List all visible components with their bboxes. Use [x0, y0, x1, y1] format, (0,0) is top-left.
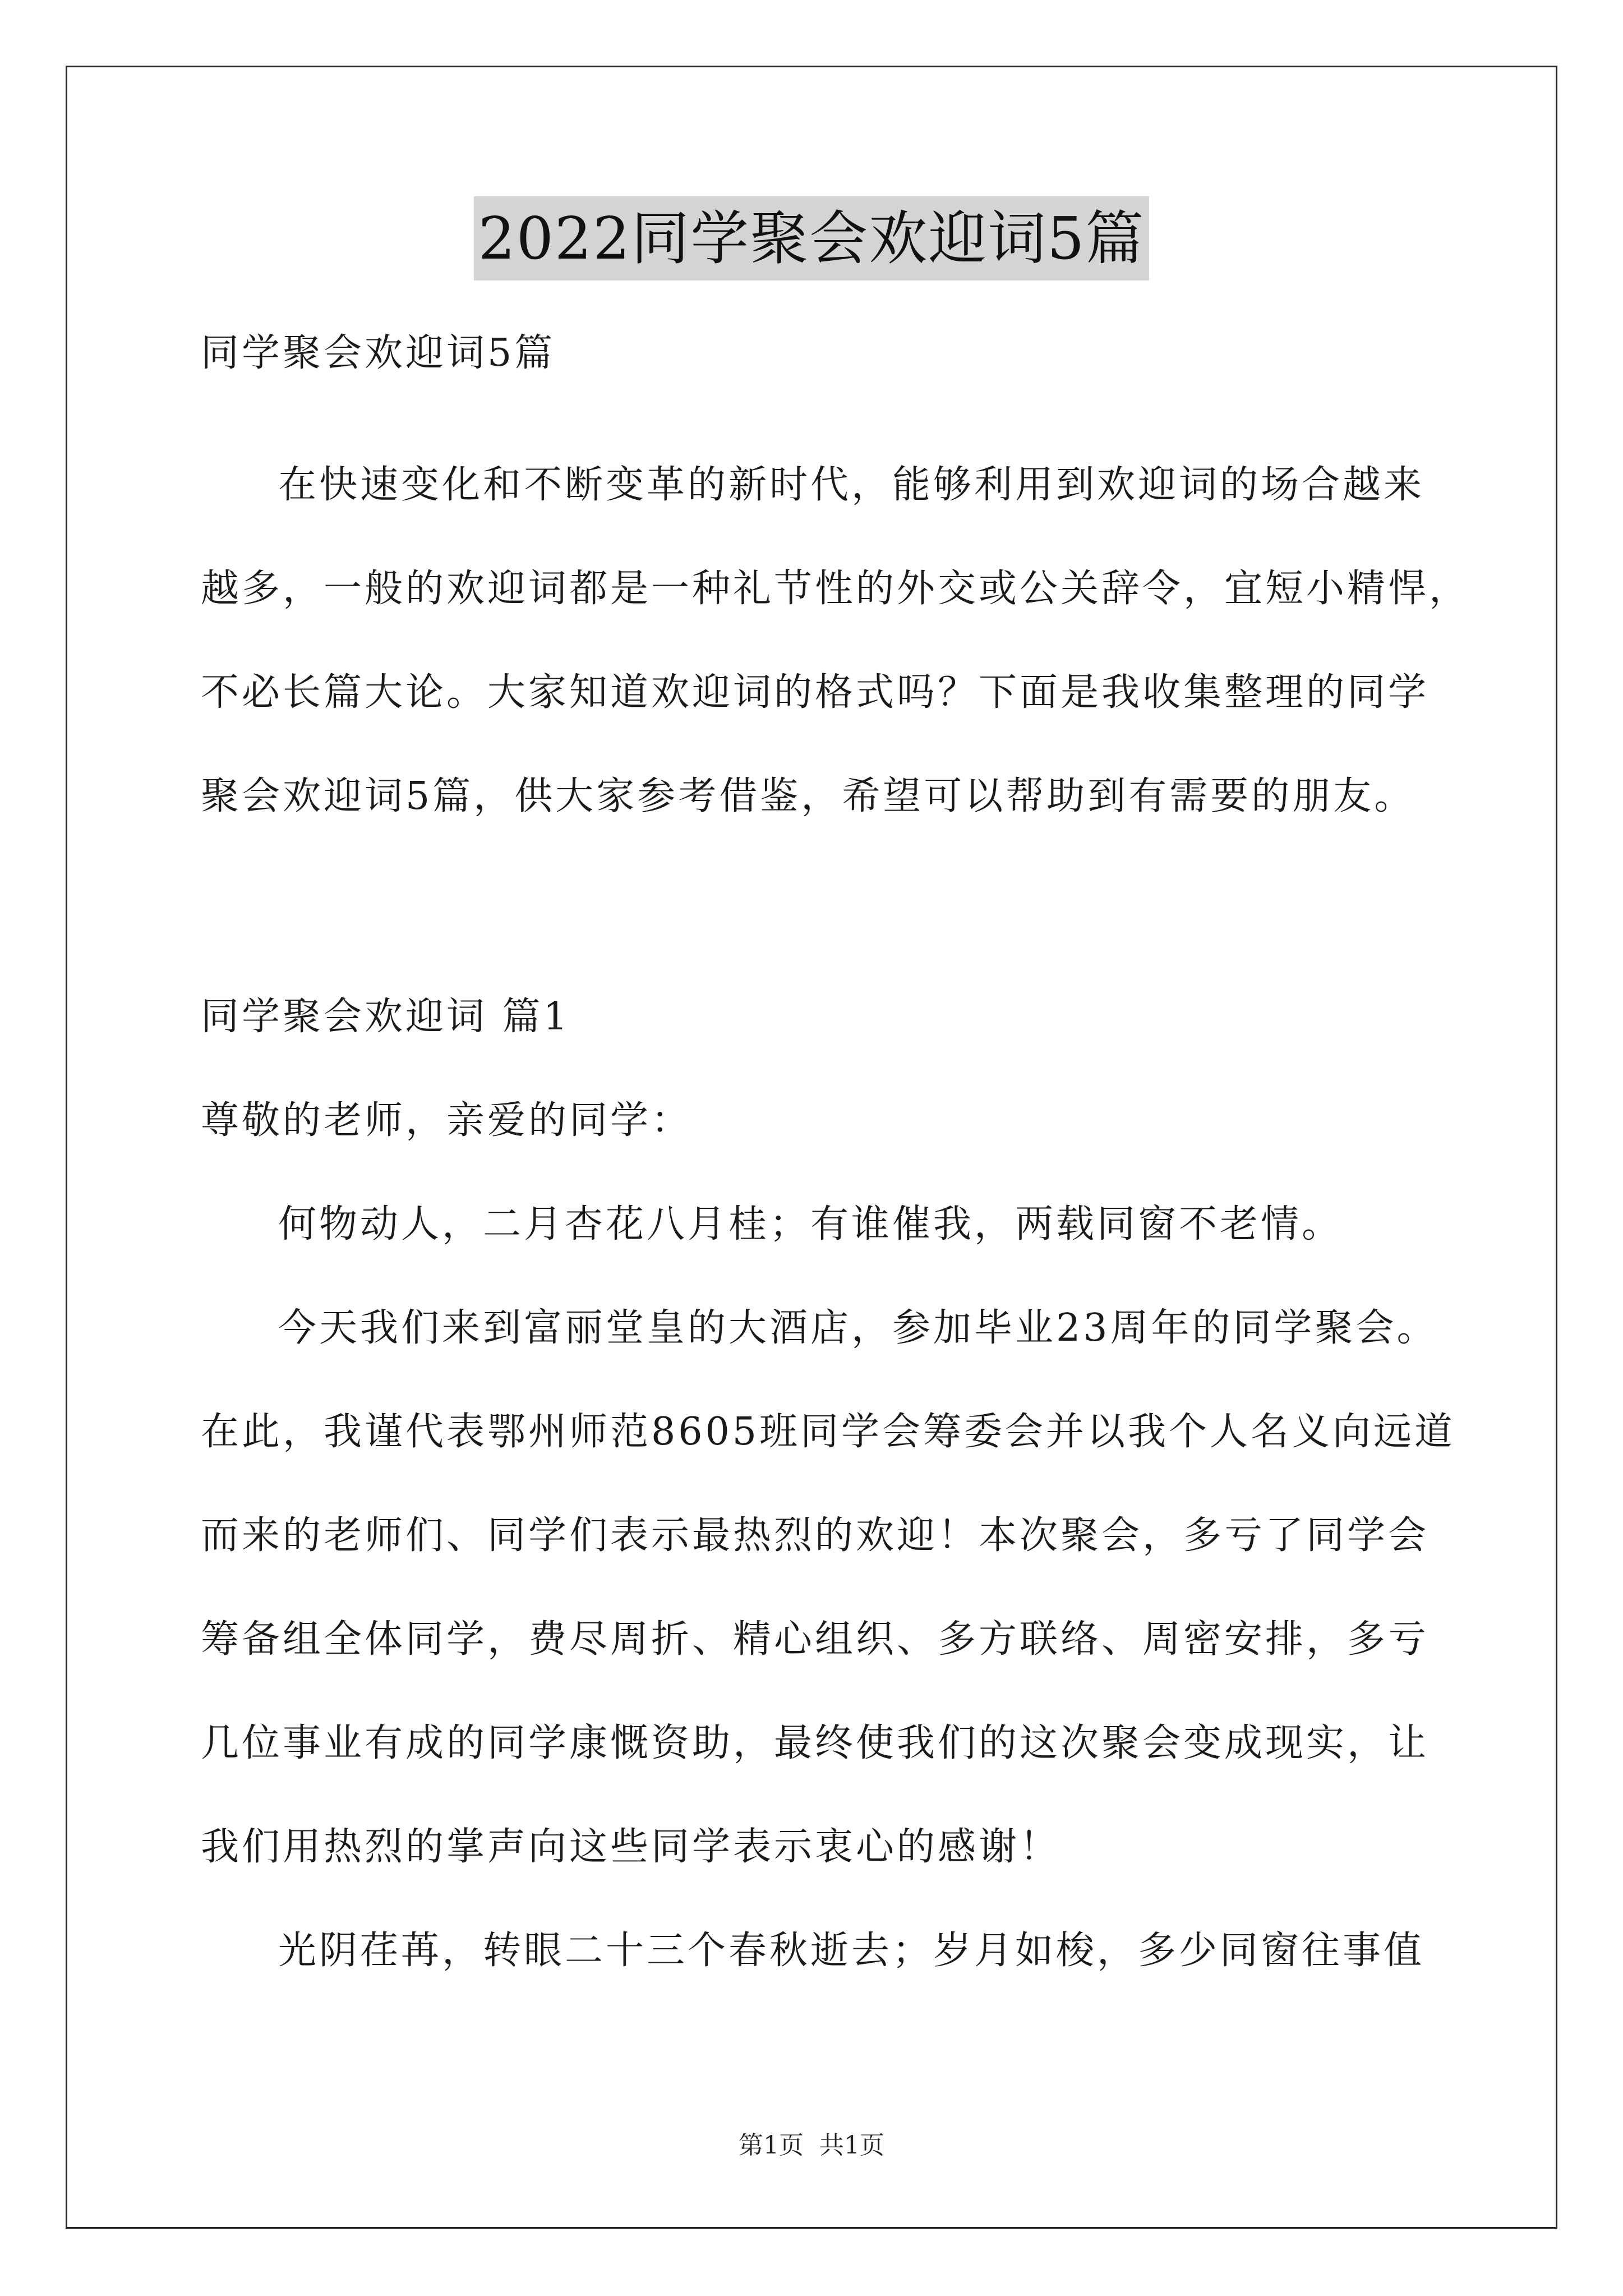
body-line-8: 光阴荏苒，转眼二十三个春秋逝去；岁月如梭，多少同窗往事值 — [278, 1929, 1425, 1973]
page-total: 共1页 — [819, 2131, 884, 2160]
body-line-3: 在此，我谨代表鄂州师范8605班同学会筹委会并以我个人名义向远道 — [201, 1410, 1456, 1454]
section-heading: 同学聚会欢迎词 篇1 — [201, 995, 570, 1039]
body-line-7: 我们用热烈的掌声向这些同学表示衷心的感谢！ — [201, 1825, 1061, 1869]
body-line-4: 而来的老师们、同学们表示最热烈的欢迎！本次聚会，多亏了同学会 — [201, 1513, 1430, 1558]
intro-line-3: 不必长篇大论。大家知道欢迎词的格式吗？下面是我收集整理的同学 — [201, 670, 1430, 715]
body-line-6: 几位事业有成的同学康慨资助，最终使我们的这次聚会变成现实，让 — [201, 1721, 1430, 1765]
document-title: 2022同学聚会欢迎词5篇 — [474, 196, 1150, 280]
intro-line-4: 聚会欢迎词5篇，供大家参考借鉴，希望可以帮助到有需要的朋友。 — [201, 774, 1415, 818]
subtitle-line: 同学聚会欢迎词5篇 — [201, 331, 556, 375]
intro-line-1: 在快速变化和不断变革的新时代，能够利用到欢迎词的场合越来 — [278, 463, 1425, 507]
page-footer — [0, 2129, 1623, 2162]
salutation-line: 尊敬的老师，亲爱的同学： — [201, 1098, 693, 1143]
page-border — [66, 66, 1557, 2229]
body-line-5: 筹备组全体同学，费尽周折、精心组织、多方联络、周密安排，多亏 — [201, 1617, 1430, 1662]
body-line-1: 何物动人，二月杏花八月桂；有谁催我，两载同窗不老情。 — [278, 1202, 1343, 1246]
intro-line-2: 越多，一般的欢迎词都是一种礼节性的外交或公关辞令，宜短小精悍， — [201, 567, 1470, 611]
body-line-2: 今天我们来到富丽堂皇的大酒店，参加毕业23周年的同学聚会。 — [278, 1306, 1438, 1350]
title-container — [0, 196, 1623, 280]
page-number: 第1页 — [739, 2131, 804, 2160]
